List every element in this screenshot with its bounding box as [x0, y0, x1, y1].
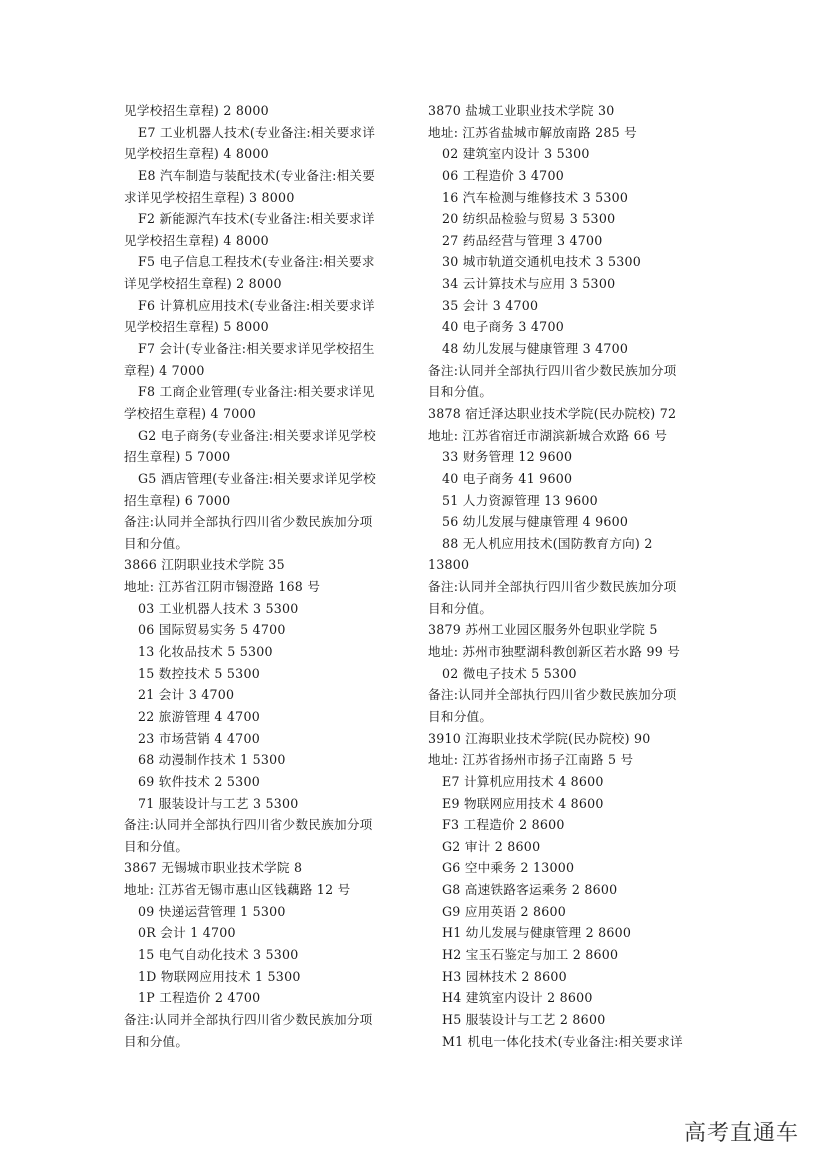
- text-line: 13 化妆品技术 5 5300: [138, 644, 273, 660]
- text-line: G6 空中乘务 2 13000: [442, 860, 575, 876]
- text-line: 16 汽车检测与维修技术 3 5300: [442, 189, 629, 205]
- text-line: 34 云计算技术与应用 3 5300: [442, 276, 616, 292]
- text-line: 3870 盐城工业职业技术学院 30: [428, 103, 615, 118]
- text-line: 备注:认同并全部执行四川省少数民族加分项: [428, 362, 677, 378]
- text-line: H2 宝玉石鉴定与加工 2 8600: [442, 946, 619, 962]
- text-line: 21 会计 3 4700: [138, 687, 235, 703]
- text-line: 3879 苏州工业园区服务外包职业学院 5: [428, 622, 658, 638]
- text-line: 备注:认同并全部执行四川省少数民族加分项: [124, 1011, 373, 1027]
- text-line: 3910 江海职业技术学院(民办院校) 90: [428, 730, 651, 746]
- text-line: 见学校招生章程) 4 8000: [124, 146, 269, 162]
- text-line: 求详见学校招生章程) 3 8000: [124, 189, 295, 205]
- text-line: 1D 物联网应用技术 1 5300: [138, 968, 301, 984]
- text-line: E8 汽车制造与装配技术(专业备注:相关要: [138, 167, 376, 183]
- text-line: 13800: [428, 557, 470, 573]
- text-line: 30 城市轨道交通机电技术 3 5300: [442, 254, 642, 270]
- text-line: 88 无人机应用技术(国防教育方向) 2: [442, 535, 653, 551]
- text-line: 20 纺织品检验与贸易 3 5300: [442, 211, 616, 227]
- text-line: F8 工商企业管理(专业备注:相关要求详见: [138, 384, 375, 400]
- left-column: [124, 100, 406, 1052]
- text-line: 地址: 江苏省扬州市扬子江南路 5 号: [428, 752, 634, 768]
- text-line: H1 幼儿发展与健康管理 2 8600: [442, 925, 632, 941]
- text-line: 27 药品经营与管理 3 4700: [442, 232, 603, 248]
- text-line: E7 工业机器人技术(专业备注:相关要求详: [138, 124, 376, 140]
- text-line: F2 新能源汽车技术(专业备注:相关要求详: [138, 211, 375, 227]
- text-line: 目和分值。: [428, 600, 493, 616]
- text-line: 学校招生章程) 4 7000: [124, 405, 257, 421]
- text-line: G9 应用英语 2 8600: [442, 903, 567, 919]
- text-line: 目和分值。: [428, 708, 493, 724]
- text-line: 0R 会计 1 4700: [138, 925, 236, 941]
- text-line: 详见学校招生章程) 2 8000: [124, 276, 282, 292]
- text-line: 地址: 江苏省宿迁市湖滨新城合欢路 66 号: [428, 427, 668, 443]
- text-line: H4 建筑室内设计 2 8600: [442, 990, 593, 1006]
- text-line: 69 软件技术 2 5300: [138, 773, 260, 789]
- text-line: 15 电气自动化技术 3 5300: [138, 946, 299, 962]
- text-line: 备注:认同并全部执行四川省少数民族加分项: [124, 817, 373, 833]
- text-line: E7 计算机应用技术 4 8600: [442, 773, 604, 789]
- text-line: 71 服装设计与工艺 3 5300: [138, 795, 299, 811]
- text-line: G2 电子商务(专业备注:相关要求详见学校: [138, 427, 376, 443]
- text-line: 06 国际贸易实务 5 4700: [138, 622, 286, 638]
- text-line: 3878 宿迁泽达职业技术学院(民办院校) 72: [428, 405, 677, 421]
- text-line: 招生章程) 6 7000: [124, 492, 231, 508]
- text-line: 02 建筑室内设计 3 5300: [442, 146, 590, 162]
- text-line: G2 审计 2 8600: [442, 838, 541, 854]
- text-line: 40 电子商务 3 4700: [442, 319, 564, 335]
- text-line: 地址: 江苏省江阴市锡澄路 168 号: [124, 579, 321, 595]
- watermark-logo: 高考直通车: [683, 1121, 799, 1146]
- text-line: F5 电子信息工程技术(专业备注:相关要求: [138, 254, 375, 270]
- text-line: 见学校招生章程) 5 8000: [124, 319, 269, 335]
- text-line: 地址: 江苏省盐城市解放南路 285 号: [428, 124, 638, 140]
- text-line: 备注:认同并全部执行四川省少数民族加分项: [428, 579, 677, 595]
- text-line: 招生章程) 5 7000: [124, 449, 231, 465]
- text-line: 33 财务管理 12 9600: [442, 449, 573, 465]
- text-line: 备注:认同并全部执行四川省少数民族加分项: [428, 687, 677, 703]
- text-line: 35 会计 3 4700: [442, 297, 539, 313]
- text-line: 68 动漫制作技术 1 5300: [138, 752, 286, 768]
- text-line: 目和分值。: [124, 838, 189, 854]
- text-line: H5 服装设计与工艺 2 8600: [442, 1011, 606, 1027]
- text-line: 56 幼儿发展与健康管理 4 9600: [442, 514, 629, 530]
- right-column: [428, 100, 712, 1052]
- text-line: 1P 工程造价 2 4700: [138, 990, 261, 1006]
- text-line: 40 电子商务 41 9600: [442, 470, 573, 486]
- text-line: 48 幼儿发展与健康管理 3 4700: [442, 341, 629, 357]
- text-line: 03 工业机器人技术 3 5300: [138, 600, 299, 616]
- text-line: 06 工程造价 3 4700: [442, 167, 564, 183]
- text-line: 见学校招生章程) 4 8000: [124, 232, 269, 248]
- text-line: G8 高速铁路客运乘务 2 8600: [442, 882, 618, 898]
- text-line: F6 计算机应用技术(专业备注:相关要求详: [138, 297, 375, 313]
- text-line: 地址: 江苏省无锡市惠山区钱藕路 12 号: [124, 882, 351, 898]
- text-line: F7 会计(专业备注:相关要求详见学校招生: [138, 341, 375, 357]
- text-line: 目和分值。: [124, 535, 189, 551]
- text-line: 51 人力资源管理 13 9600: [442, 492, 598, 508]
- text-line: 见学校招生章程) 2 8000: [124, 103, 269, 118]
- text-line: H3 园林技术 2 8600: [442, 968, 567, 984]
- text-line: 3866 江阴职业技术学院 35: [124, 557, 285, 573]
- text-line: 目和分值。: [124, 1033, 189, 1049]
- text-line: G5 酒店管理(专业备注:相关要求详见学校: [138, 470, 376, 486]
- text-line: 目和分值。: [428, 384, 493, 400]
- text-line: F3 工程造价 2 8600: [442, 817, 565, 833]
- text-line: 15 数控技术 5 5300: [138, 665, 260, 681]
- text-line: E9 物联网应用技术 4 8600: [442, 795, 604, 811]
- text-line: 22 旅游管理 4 4700: [138, 708, 260, 724]
- text-line: 09 快递运营管理 1 5300: [138, 903, 286, 919]
- text-line: 3867 无锡城市职业技术学院 8: [124, 860, 303, 876]
- text-line: 23 市场营销 4 4700: [138, 730, 260, 746]
- text-line: M1 机电一体化技术(专业备注:相关要求详: [442, 1033, 683, 1049]
- text-line: 地址: 苏州市独墅湖科教创新区若水路 99 号: [428, 644, 681, 660]
- text-line: 备注:认同并全部执行四川省少数民族加分项: [124, 514, 373, 530]
- text-line: 章程) 4 7000: [124, 362, 205, 378]
- text-line: 02 微电子技术 5 5300: [442, 665, 577, 681]
